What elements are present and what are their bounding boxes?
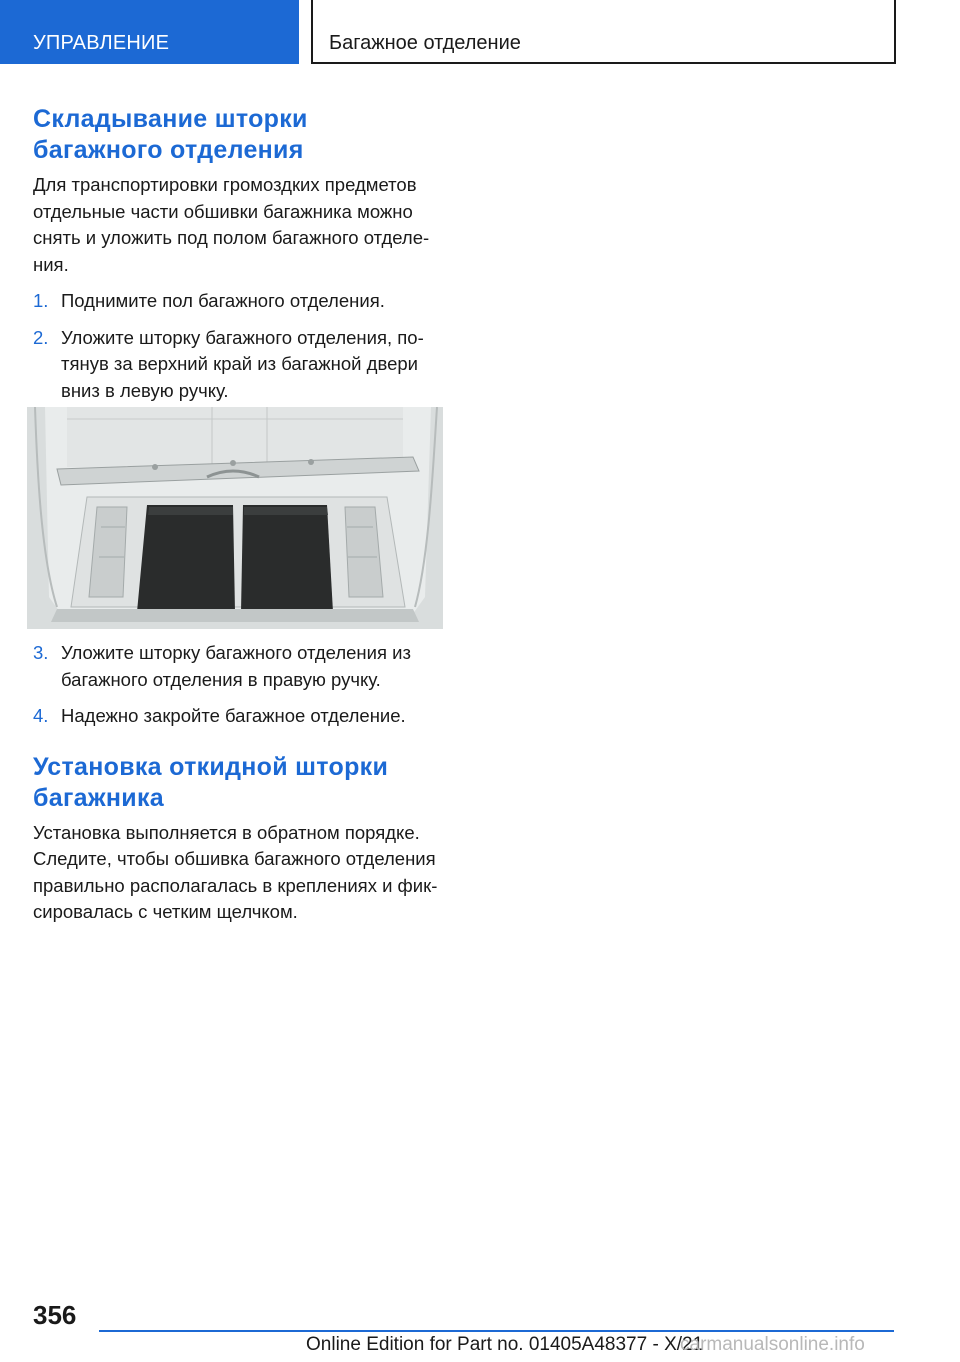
section1-title (33, 104, 448, 166)
header-chapter-title: Багажное отделение (311, 0, 896, 64)
step-item (33, 288, 448, 315)
step-number: 3. (33, 642, 49, 663)
watermark-text: carmanualsonline.info (680, 1334, 865, 1355)
step-number: 4. (33, 705, 49, 726)
footer-divider (99, 1330, 894, 1332)
step-number: 2. (33, 326, 49, 348)
steps-list-a (33, 288, 448, 404)
steps-continued (33, 640, 448, 926)
main-column (33, 104, 448, 404)
step-text: Уложите шторку багажного отделения из багажного отделения в правую ручку. (61, 642, 411, 690)
section2-title (33, 752, 448, 814)
step-text: Уложите шторку багажного отделения, потянув за верхний край из багажной двери вниз в левую ручку. (61, 326, 424, 401)
step-item (33, 325, 448, 405)
steps-list-b (33, 640, 448, 730)
trunk-illustration (27, 407, 443, 629)
header-section-label: УПРАВЛЕНИЕ (0, 0, 299, 64)
section1-title-line2: багажного отделения (33, 136, 304, 164)
section2-title-line2: багажника (33, 783, 164, 812)
step-text: Поднимите пол багажного отделения. (61, 290, 385, 311)
page-number: 356 (33, 1300, 77, 1330)
section1-intro: Для транспортировки громоздких предметов отдельные части обшивки багажника можно снять и уложить под полом багажного отделения. (33, 174, 430, 275)
section2-title-line1: Установка откидной шторки (33, 752, 389, 781)
step-item (33, 703, 448, 730)
footer-edition-text: Online Edition for Part no. 01405A48377 - X/21 (306, 1334, 704, 1355)
step-text: Надежно закройте багажное отделение. (61, 705, 406, 726)
step-item (33, 640, 448, 693)
section1-title-line1: Складывание шторки (33, 105, 308, 133)
step-number: 1. (33, 290, 49, 311)
section2-body: Установка выполняется в обратном порядке. Следите, чтобы обшивка багажного отделения правильно располагалась в креплениях и фиксировалась с четким щелчком. (33, 821, 438, 922)
trunk-illustration-graphic (27, 407, 443, 629)
